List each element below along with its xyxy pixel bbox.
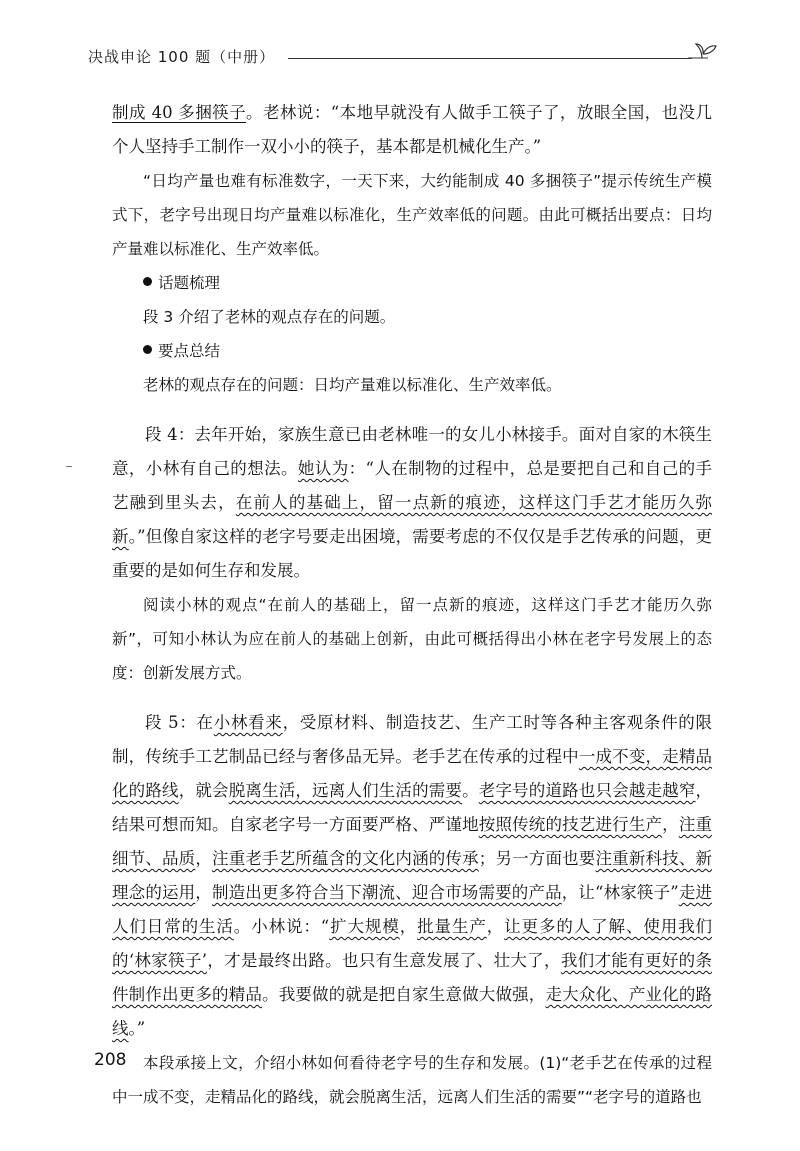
text-run: 段 4：去年开始，家族生意已由老林唯一的女儿小林接手。面对自家的木筷生意，小林有自己的想法。	[112, 425, 712, 478]
text-run: 。我要做的就是把自家生意做大做强，	[262, 985, 546, 1004]
underlined-phrase: 在前人的基础上，留一点新的痕迹，这样这门手艺才能历久弥新	[112, 493, 713, 546]
underlined-phrase: 她认为	[297, 459, 349, 478]
paragraph-quote-lao-lin	[112, 96, 712, 164]
underlined-phrase: 小林看来	[213, 713, 283, 732]
page-body	[112, 96, 712, 1114]
analysis-paragraph-2: 阅读小林的观点“在前人的基础上，留一点新的痕迹，这样这门手艺才能历久弥新”，可知小林认为应在前人的基础上创新，由此可概括得出小林在老字号发展上的态度：创新发展方式。	[112, 596, 712, 682]
underlined-phrase: 我们才能有更好的条件制作出更多的精品	[112, 951, 713, 1004]
text-run: ，让“林家筷子”	[561, 883, 679, 902]
underlined-phrase: 制造出更多符合当下潮流、迎合市场需要的产品	[211, 883, 562, 902]
text-run: ，	[195, 883, 212, 902]
bullet-key-points	[112, 334, 712, 368]
text-run: ，	[486, 917, 505, 936]
text-run: ；另一方面也要	[478, 849, 596, 868]
text-run: ：“人在制物的过程中，总是要把自己和自己的手艺融到里头去，	[112, 459, 713, 512]
underlined-phrase: 注重新科技、新理念的运用	[112, 849, 713, 902]
underlined-phrase: 注重细节、品质	[112, 815, 713, 868]
text-run: 。小林说：“	[233, 917, 330, 936]
bullet-label: 要点总结	[158, 342, 221, 360]
underlined-phrase: 注重老手艺所蕴含的文化内涵的传承	[212, 849, 479, 868]
text-run: ，	[662, 815, 679, 834]
underlined-phrase: 脱离生活，远离人们生活的需要	[228, 781, 463, 800]
bullet-label: 话题梳理	[158, 274, 221, 292]
underlined-phrase: 按照传统的技艺进行生产	[478, 815, 663, 834]
margin-mark	[66, 466, 72, 467]
text-run: ，受原材料、制造技艺、生产工时等各种主客观条件的限制，传统手工艺制品已经与奢侈品无异。老手艺在传承的过程中	[112, 713, 713, 766]
underlined-phrase: 批量生产	[417, 917, 487, 936]
text-run: 。”但像自家这样的老字号要走出困境，需要考虑的不仅仅是手艺传承的问题，更重要的是如何生存和发展。	[112, 527, 713, 580]
underlined-phrase: 让更多的人了解、使用我们的‘林家筷子’	[112, 917, 713, 970]
source-paragraph-4	[112, 418, 712, 588]
book-title: 决战申论 100 题（中册）	[88, 48, 276, 66]
analysis-paragraph-1: “日均产量也难有标准数字，一天下来，大约能制成 40 多捆筷子”提示传统生产模式下，老字号出现日均产量难以标准化，生产效率低的问题。由此可概括出要点：日均产量难以标准化、生产效率低。	[112, 172, 712, 258]
underlined-phrase: 走大众化、产业化的路线	[112, 985, 713, 1038]
text-run: ，	[195, 849, 213, 868]
header-rule	[288, 58, 692, 59]
bullet-icon	[143, 345, 152, 354]
underlined-phrase: 扩大规模	[329, 917, 400, 936]
analysis-paragraph-3: 本段承接上文，介绍小林如何看待老字号的生存和发展。(1)“老手艺在传承的过程中一成不变，走精品化的路线，就会脱离生活，远离人们生活的需要”“老字号的道路也	[112, 1054, 712, 1106]
underlined-phrase: 制成 40 多捆筷子	[112, 103, 247, 122]
underlined-phrase: 走进人们日常的生活	[112, 883, 712, 936]
text-run: 。老林说：“本地早就没有人做手工筷子了，放眼全国，也没几个人坚持手工制作一双小小的筷子，基本都是机械化生产。”	[112, 103, 712, 156]
text-run: ，结果可想而知。自家老字号一方面要严格、严谨地	[112, 781, 713, 834]
text-run: 。	[462, 781, 479, 800]
page-header	[88, 42, 728, 74]
underlined-phrase: 老字号的道路也只会越走越窄	[478, 781, 696, 800]
source-paragraph-5	[112, 706, 712, 1046]
text-run: 。”	[128, 1019, 146, 1038]
underlined-phrase: 一成不变，走精品化的路线	[112, 747, 713, 800]
text-run: ，就会	[178, 781, 229, 800]
bullet-icon	[143, 277, 152, 286]
key-points-summary: 老林的观点存在的问题：日均产量难以标准化、生产效率低。	[143, 376, 562, 394]
text-run: ，才是最终出路。也只有生意发展了、壮大了，	[207, 951, 561, 970]
text-run: ，	[399, 917, 418, 936]
topic-summary: 段 3 介绍了老林的观点存在的问题。	[143, 308, 396, 326]
page-number: 208	[94, 1050, 127, 1070]
sprout-icon	[684, 38, 718, 66]
bullet-topic-review	[112, 266, 712, 300]
text-run: 段 5：在	[145, 713, 214, 732]
